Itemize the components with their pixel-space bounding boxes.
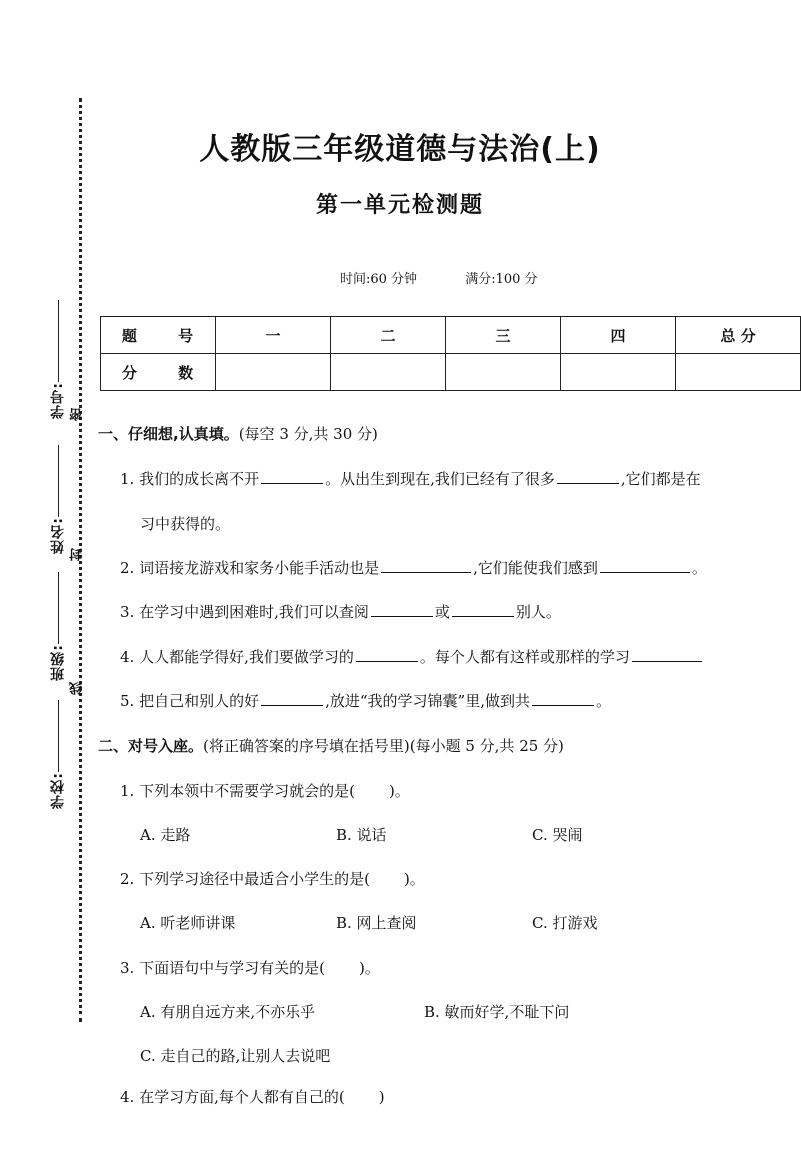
section-1-title: 一、仔细想,认真填。 — [98, 425, 239, 443]
s2-q2-option-b: B. 网上查阅 — [336, 914, 417, 932]
section-1-note: (每空 3 分,共 30 分) — [238, 425, 378, 443]
school-line — [58, 700, 59, 772]
score-cell-total[interactable] — [676, 354, 801, 391]
s1-q2-blank-1[interactable] — [381, 558, 471, 573]
s1-q4-blank-1[interactable] — [356, 647, 418, 662]
s1-q1-blank-1[interactable] — [261, 469, 323, 484]
name-line — [58, 445, 59, 517]
s1-q4-blank-2[interactable] — [632, 647, 702, 662]
s1-q3-text-a: 3. 在学习中遇到困难时,我们可以查阅 — [120, 603, 369, 621]
score-cell-4[interactable] — [561, 354, 676, 391]
score-table — [100, 316, 801, 391]
name-field — [48, 445, 68, 554]
s1-question-1 — [120, 468, 701, 489]
score-table-col-2: 二 — [331, 317, 446, 354]
school-field — [48, 700, 68, 809]
s2-q4-text: 4. 在学习方面,每个人都有自己的( — [120, 1088, 345, 1106]
s1-q5-text-b: ,放进“我的学习锦囊”里,做到共 — [325, 692, 530, 710]
section-2-heading — [98, 735, 564, 756]
s2-q2-end: )。 — [403, 870, 425, 888]
score-table-score-row — [101, 354, 801, 391]
s1-q3-blank-2[interactable] — [452, 602, 514, 617]
s2-q4-end: ) — [378, 1088, 385, 1106]
s2-q1-option-b: B. 说话 — [336, 826, 387, 844]
student-no-label: 学号: — [50, 382, 66, 419]
s1-q3-text-b: 或 — [434, 603, 450, 621]
s2-q1-option-a: A. 走路 — [140, 826, 191, 844]
line-mark: 线 — [70, 682, 85, 695]
s1-q1-continuation: 习中获得的。 — [140, 515, 231, 533]
s1-q5-text-c: 。 — [595, 692, 611, 710]
s1-q2-blank-2[interactable] — [600, 558, 690, 573]
exam-meta — [340, 268, 582, 287]
class-label: 班级: — [50, 644, 66, 681]
s2-q1-end: )。 — [388, 782, 410, 800]
student-no-field — [48, 300, 68, 419]
student-no-line — [58, 300, 59, 382]
score-cell-1[interactable] — [216, 354, 331, 391]
name-label: 姓名: — [50, 517, 66, 554]
s1-q1-blank-2[interactable] — [557, 469, 619, 484]
s1-q5-text-a: 5. 把自己和别人的好 — [120, 692, 260, 710]
class-line — [58, 572, 59, 644]
s1-q3-blank-1[interactable] — [371, 602, 433, 617]
score-cell-2[interactable] — [331, 354, 446, 391]
score-table-header-label: 题 号 — [101, 317, 216, 354]
s1-q4-text-b: 。每个人都有这样或那样的学习 — [419, 648, 630, 666]
s1-q4-text-a: 4. 人人都能学得好,我们要做学习的 — [120, 648, 354, 666]
s1-q5-blank-1[interactable] — [261, 691, 323, 706]
s1-q5-blank-2[interactable] — [532, 691, 594, 706]
s2-q2-option-a: A. 听老师讲课 — [140, 914, 236, 932]
s1-q2-text-b: ,它们能使我们感到 — [473, 559, 598, 577]
score-table-col-3: 三 — [446, 317, 561, 354]
s1-q2-text-c: 。 — [691, 559, 707, 577]
s2-q1-text: 1. 下列本领中不需要学习就会的是( — [120, 782, 355, 800]
s2-q3-option-a: A. 有朋自远方来,不亦乐乎 — [140, 1003, 316, 1021]
section-2-title: 二、对号入座。 — [98, 737, 204, 755]
s2-q3-text: 3. 下面语句中与学习有关的是( — [120, 959, 325, 977]
page-subtitle: 第一单元检测题 — [315, 193, 484, 218]
score-cell-3[interactable] — [446, 354, 561, 391]
s2-question-4-cut — [100, 1088, 700, 1106]
score-table-col-total: 总 分 — [676, 317, 801, 354]
s1-question-2 — [120, 557, 707, 578]
score-table-header-row — [101, 317, 801, 354]
s2-q2-option-c: C. 打游戏 — [532, 914, 598, 932]
score-table-col-1: 一 — [216, 317, 331, 354]
s2-q2-text: 2. 下列学习途径中最适合小学生的是( — [120, 870, 370, 888]
s1-q1-text-c: ,它们都是在 — [620, 470, 701, 488]
fold-mark: 封 — [70, 548, 85, 561]
s1-question-4 — [120, 646, 704, 667]
s1-question-3 — [120, 601, 561, 622]
s1-q3-text-c: 别人。 — [515, 603, 561, 621]
s1-question-5 — [120, 690, 611, 711]
s2-question-3 — [120, 957, 380, 978]
s1-q2-text-a: 2. 词语接龙游戏和家务小能手活动也是 — [120, 559, 380, 577]
s2-q3-option-b: B. 敏而好学,不耻下问 — [424, 1003, 570, 1021]
exam-full-score: 满分:100 分 — [465, 272, 538, 287]
score-table-row-label: 分 数 — [101, 354, 216, 391]
exam-time: 时间:60 分钟 — [340, 272, 418, 287]
page-title: 人教版三年级道德与法治(上) — [199, 132, 601, 167]
class-field — [48, 572, 68, 681]
s1-q1-text-a: 1. 我们的成长离不开 — [120, 470, 260, 488]
s2-q3-end: )。 — [358, 959, 380, 977]
s2-q1-option-c: C. 哭闹 — [532, 826, 583, 844]
s2-question-2 — [120, 868, 425, 889]
s2-question-1 — [120, 780, 410, 801]
school-label: 学校: — [50, 772, 66, 809]
s1-q1-text-b: 。从出生到现在,我们已经有了很多 — [325, 470, 555, 488]
s2-q3-option-c: C. 走自己的路,让别人去说吧 — [140, 1047, 331, 1065]
section-1-heading — [98, 423, 378, 444]
seal-mark: 密 — [70, 408, 85, 421]
score-table-col-4: 四 — [561, 317, 676, 354]
section-2-note: (将正确答案的序号填在括号里)(每小题 5 分,共 25 分) — [203, 737, 564, 755]
